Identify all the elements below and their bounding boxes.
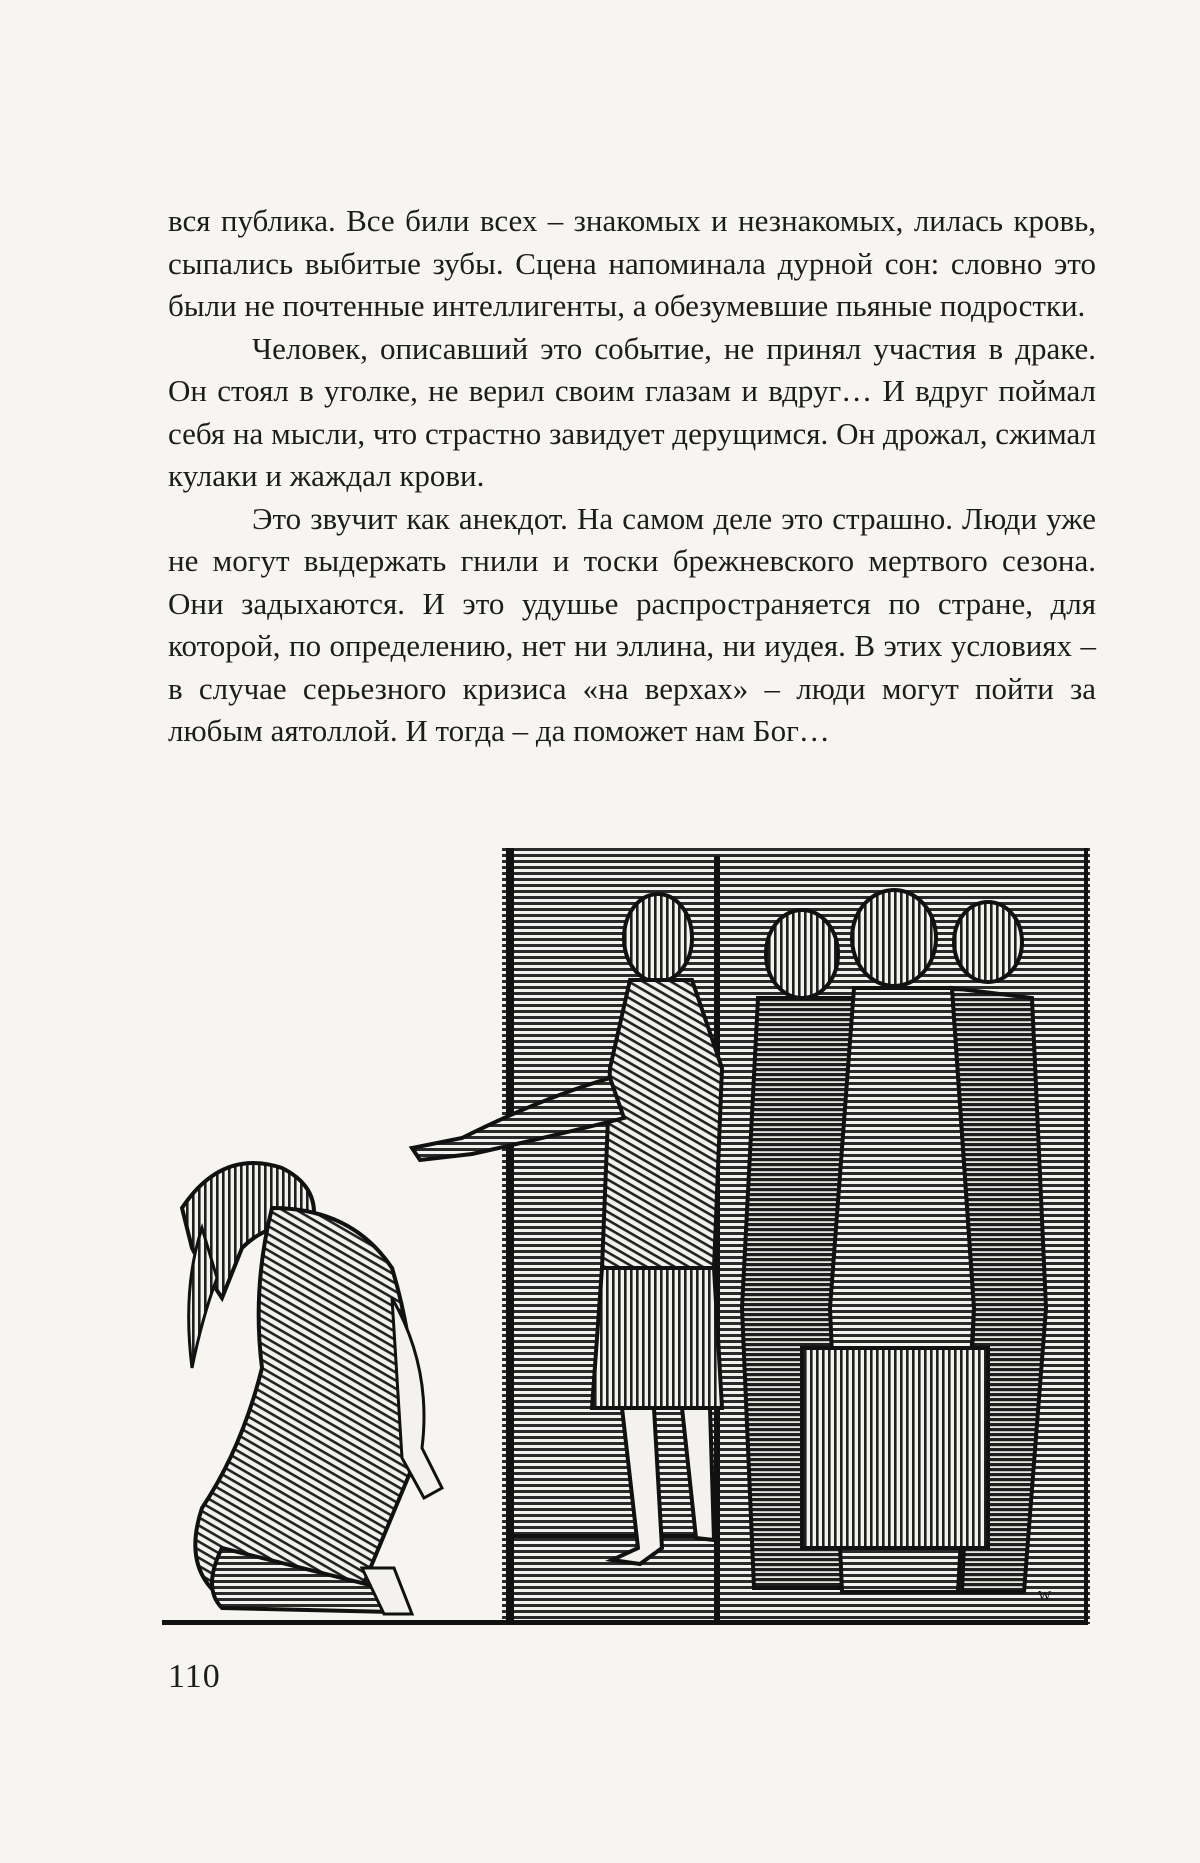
paragraph-1: вся публика. Все били всех – знакомых и незнакомых, лилась кровь, сыпались выбитые зубы. Сцена напоминала дурной сон: словно это были не почтенные интеллигенты, а обезумевшие пьяные подростки.	[168, 203, 1096, 323]
woodcut-svg	[162, 848, 1096, 1630]
artist-signature: W	[1038, 1589, 1052, 1604]
kneeling-woman-figure	[182, 1163, 442, 1614]
onlookers-group	[742, 890, 1046, 1592]
paragraph-2: Человек, описавший это событие, не принял участия в драке. Он стоял в уголке, не верил своим глазам и вдруг… И вдруг поймал себя на мысли, что страстно завидует дерущимся. Он дрожал, сжимал кулаки и жаждал крови.	[168, 330, 1096, 493]
page-number: 110	[168, 1658, 221, 1695]
paragraph-3: Это звучит как анекдот. На самом деле это страшно. Люди уже не могут выдержать гнили и тоски брежневского мертвого сезона. Они задыхаются. И это удушье распространяется по стране, для которой, по определению, нет ни эллина, ни иудея. В этих условиях – в случае серьезного кризиса «на верхах» – люди могут пойти за любым аятоллой. И тогда – да поможет нам Бог…	[168, 500, 1096, 748]
body-text	[168, 200, 1096, 753]
woodcut-illustration	[162, 848, 1096, 1630]
